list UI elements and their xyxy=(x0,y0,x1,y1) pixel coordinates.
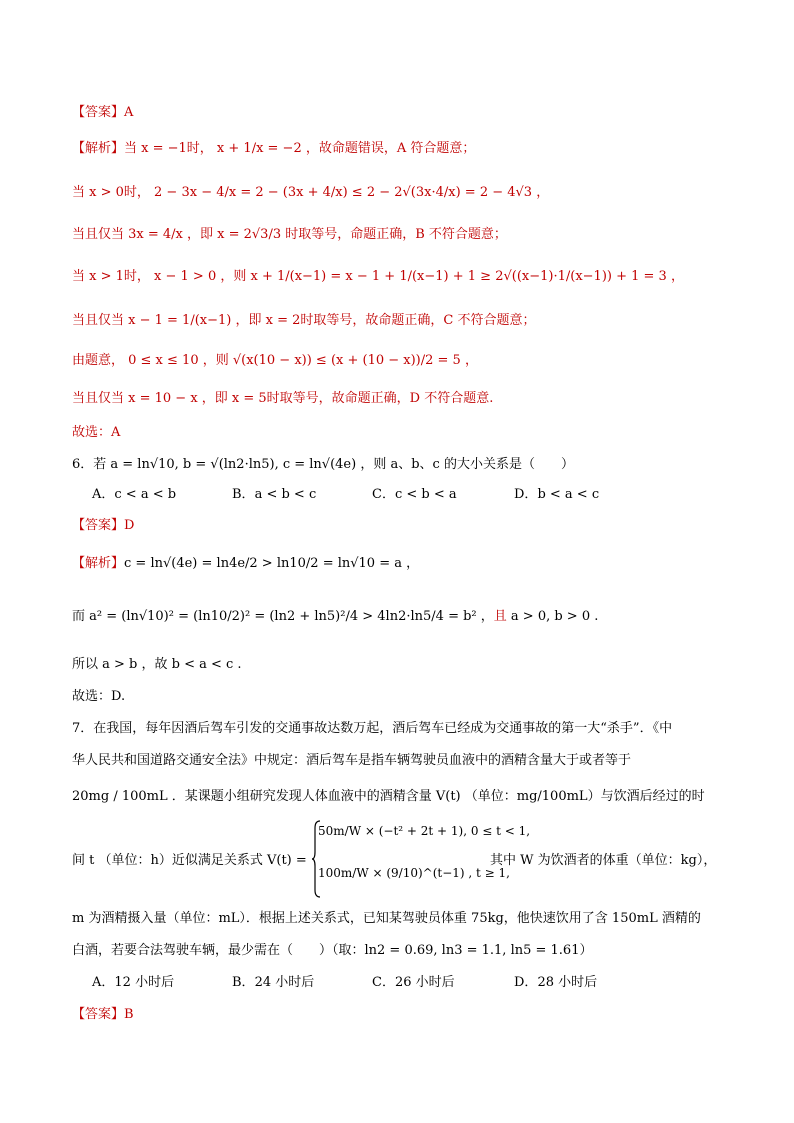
option-text: 24 小时后 xyxy=(254,975,315,990)
answer-6 xyxy=(72,517,134,535)
analysis-5-line-2: 当 x > 0时， 2 − 3x − 4/x = 2 − (3x + 4/x) ≤ 2 − 2√(3x·4/x) = 2 − 4√3 ， xyxy=(72,185,550,200)
q7-option-c[interactable] xyxy=(372,974,455,992)
analysis-5-line-5: 当且仅当 x − 1 = 1/(x−1) ，即 x = 2时取等号，故命题正确，C 不符合题意； xyxy=(72,313,536,328)
answer-7 xyxy=(72,1006,134,1024)
question-7-line-3: 20mg / 100mL ．某课题小组研究发现人体血液中的酒精含量 V(t) （单位：mg/100mL）与饮酒后经过的时 xyxy=(72,789,705,804)
q6-option-c[interactable] xyxy=(372,486,457,504)
analysis-5-line-6: 由题意， 0 ≤ x ≤ 10 ，则 √(x(10 − x)) ≤ (x + (10 − x))/2 = 5 ， xyxy=(72,353,478,368)
option-text: c < a < b xyxy=(114,487,177,502)
q6-option-a[interactable] xyxy=(92,486,176,504)
q7-option-b[interactable] xyxy=(232,974,314,992)
question-7-line-6: 白酒，若要合法驾驶车辆，最少需在（ ）（取：ln2 = 0.69, ln3 = 1.1, ln5 = 1.61） xyxy=(72,943,593,958)
q6-option-d[interactable] xyxy=(514,486,599,504)
question-6-stem: 6．若 a = ln√10, b = √(ln2·ln5), c = ln√(4e) ，则 a、b、c 的大小关系是（ ） xyxy=(72,457,574,472)
option-text: a < b < c xyxy=(254,487,317,502)
answer-value: B xyxy=(124,1007,134,1022)
analysis-text: a > 0, b > 0 . xyxy=(506,609,599,624)
q7-option-a[interactable] xyxy=(92,974,174,992)
analysis-5-choice: 故选：A xyxy=(72,425,121,440)
analysis-text: 而 a² = (ln√10)² = (ln10/2)² = (ln2 + ln5)²/4 > 4ln2·ln5/4 = b² ， xyxy=(72,609,494,624)
analysis-5-line-3: 当且仅当 3x = 4/x ，即 x = 2√3/3 时取等号，命题正确，B 不符合题意； xyxy=(72,227,507,242)
option-text: 28 小时后 xyxy=(537,975,598,990)
question-7-line-5: m 为酒精摄入量（单位：mL）．根据上述关系式，已知某驾驶员体重 75kg，他快速饮用了含 150mL 酒精的 xyxy=(72,911,701,926)
answer-tag: 【答案】 xyxy=(72,518,125,533)
analysis-6-line-1 xyxy=(72,555,419,573)
option-label: A． xyxy=(92,975,115,990)
piecewise-case-1: 50m/W × (−t² + 2t + 1), 0 ≤ t < 1, xyxy=(318,824,531,838)
analysis-6-line-2 xyxy=(72,608,598,626)
analysis-tag: 【解析】 xyxy=(72,141,125,156)
option-label: C． xyxy=(372,487,395,502)
analysis-text: c = ln√(4e) = ln4e/2 > ln10/2 = ln√10 = a ， xyxy=(124,556,420,571)
piecewise-case-2: 100m/W × (9/10)^(t−1) , t ≥ 1, xyxy=(318,866,510,880)
question-7-line-1: 7．在我国，每年因酒后驾车引发的交通事故达数万起，酒后驾车已经成为交通事故的第一大“杀手”．《中 xyxy=(72,721,673,736)
option-label: B． xyxy=(232,975,255,990)
analysis-6-line-3: 所以 a > b ，故 b < a < c . xyxy=(72,657,242,672)
analysis-6-choice: 故选：D. xyxy=(72,689,126,704)
option-label: A． xyxy=(92,487,115,502)
option-text: 12 小时后 xyxy=(114,975,175,990)
question-7-line-4-post: 其中 W 为饮酒者的体重（单位：kg）， xyxy=(490,853,717,868)
option-label: C． xyxy=(372,975,395,990)
option-text: 26 小时后 xyxy=(394,975,455,990)
q7-option-d[interactable] xyxy=(514,974,597,992)
option-label: D． xyxy=(514,487,538,502)
answer-tag: 【答案】 xyxy=(72,1007,125,1022)
answer-5 xyxy=(72,104,133,122)
q6-option-b[interactable] xyxy=(232,486,316,504)
question-7-line-2: 华人民共和国道路交通安全法》中规定：酒后驾车是指车辆驾驶员血液中的酒精含量大于或者等于 xyxy=(72,753,632,768)
option-text: b < a < c xyxy=(537,487,600,502)
analysis-text: 当 x = −1时， x + 1/x = −2 ，故命题错误，A 符合题意； xyxy=(124,141,476,156)
analysis-5-line-1 xyxy=(72,140,475,158)
analysis-highlight: 且 xyxy=(493,609,507,624)
option-text: c < b < a xyxy=(394,487,457,502)
analysis-5-line-4: 当 x > 1时， x − 1 > 0 ，则 x + 1/(x−1) = x − 1 + 1/(x−1) + 1 ≥ 2√((x−1)·1/(x−1)) + 1 = 3 ， xyxy=(72,269,684,284)
analysis-5-line-7: 当且仅当 x = 10 − x ，即 x = 5时取等号，故命题正确，D 不符合题意. xyxy=(72,391,494,406)
answer-value: A xyxy=(124,105,134,120)
answer-value: D xyxy=(124,518,135,533)
option-label: B． xyxy=(232,487,255,502)
question-7-line-4-pre: 间 t （单位：h）近似满足关系式 V(t) = xyxy=(72,853,307,868)
answer-tag: 【答案】 xyxy=(72,105,125,120)
analysis-tag: 【解析】 xyxy=(72,556,125,571)
option-label: D． xyxy=(514,975,538,990)
